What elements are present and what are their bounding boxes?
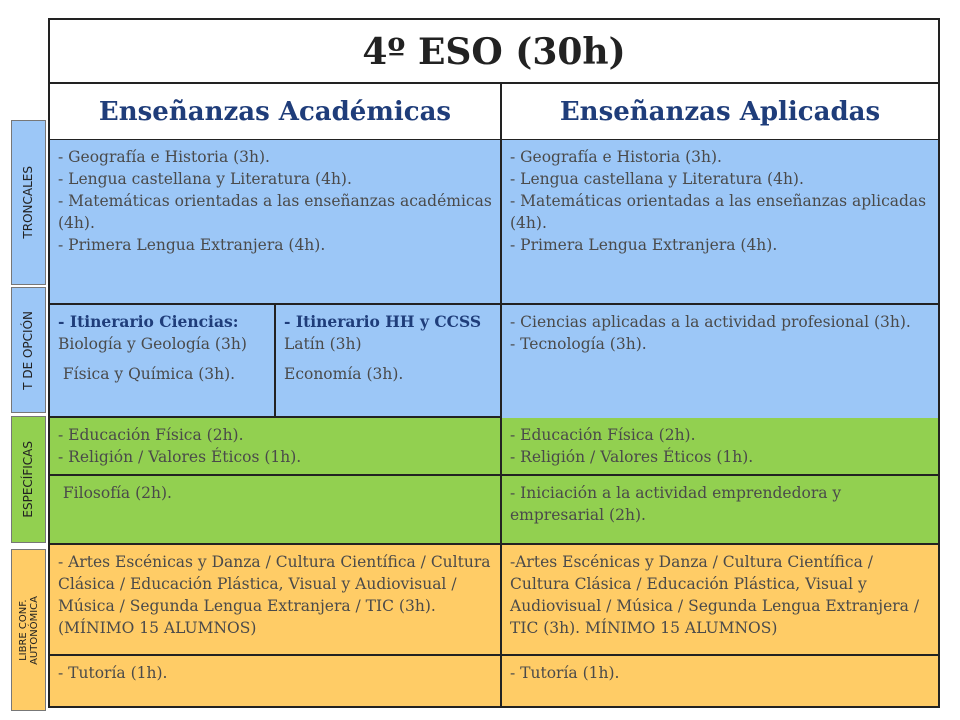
list-item: - Iniciación a la actividad emprendedora y empresarial (2h).: [510, 484, 842, 524]
row-divider: [50, 654, 938, 656]
table-title: 4º ESO (30h): [362, 30, 626, 73]
troncales-academicas-cell: [50, 140, 500, 303]
list-item: - Ciencias aplicadas a la actividad profesional (3h).: [510, 313, 911, 331]
especificas-aplicadas-extra-cell: [502, 476, 938, 543]
list-item: - Primera Lengua Extranjera (4h).: [510, 236, 778, 254]
list-item: Física y Química (3h).: [58, 365, 236, 383]
tutoria-academicas-cell: [50, 656, 500, 706]
list-item: - Religión / Valores Éticos (1h).: [58, 448, 302, 466]
row-divider: [50, 474, 938, 476]
side-label-especificas-text: ESPECÍFICAS: [21, 441, 35, 518]
side-label-troncales: [11, 120, 46, 285]
row-divider: [50, 82, 938, 84]
list-item: - Tutoría (1h).: [510, 664, 620, 682]
row-divider: [50, 543, 938, 545]
column-divider: [274, 305, 276, 416]
list-item: Filosofía (2h).: [58, 484, 172, 502]
itinerario-ciencias-heading: - Itinerario Ciencias:: [58, 312, 239, 331]
list-item: - Tutoría (1h).: [58, 664, 168, 682]
list-item: - Geografía e Historia (3h).: [510, 148, 722, 166]
column-header-academicas: Enseñanzas Académicas: [98, 96, 452, 127]
libre-academicas-cell: [50, 545, 500, 654]
side-label-especificas: [11, 416, 46, 543]
list-item: - Primera Lengua Extranjera (4h).: [58, 236, 326, 254]
row-divider: [50, 416, 500, 418]
list-item: - Geografía e Historia (3h).: [58, 148, 270, 166]
list-item: Economía (3h).: [284, 365, 404, 383]
especificas-academicas-cell: [50, 418, 500, 474]
opcion-aplicadas-cell: [502, 305, 938, 431]
list-item: Latín (3h): [284, 335, 362, 353]
side-label-troncales-text: TRONCALES: [21, 166, 35, 239]
especificas-academicas-extra-cell: [50, 476, 500, 543]
list-item: - Matemáticas orientadas a las enseñanzas aplicadas (4h).: [510, 192, 927, 232]
side-label-libre-line2: AUTONÓMICA: [28, 595, 40, 665]
list-item: - Educación Física (2h).: [510, 426, 696, 444]
tutoria-aplicadas-cell: [502, 656, 938, 706]
libre-aplicadas-cell: [502, 545, 938, 654]
side-label-libre-text: [18, 596, 40, 665]
itinerario-ciencias-cell: [50, 305, 274, 431]
row-divider: [50, 303, 938, 305]
list-item: - Tecnología (3h).: [510, 335, 647, 353]
list-item: - Lengua castellana y Literatura (4h).: [510, 170, 804, 188]
side-label-t-opcion: [11, 287, 46, 413]
troncales-aplicadas-cell: [502, 140, 938, 303]
list-item: - Artes Escénicas y Danza / Cultura Científica / Cultura Clásica / Educación Plástica, Visual y Audiovisual / Música / Segunda Lengua Extranjera / TIC (3h). (MÍNIMO 15 ALUMNOS): [58, 553, 491, 637]
list-item: - Matemáticas orientadas a las enseñanzas académicas (4h).: [58, 192, 492, 232]
side-label-libre-line1: LIBRE CONF.: [17, 599, 29, 661]
list-item: - Religión / Valores Éticos (1h).: [510, 448, 754, 466]
column-header-aplicadas: Enseñanzas Aplicadas: [559, 96, 881, 127]
list-item: -Artes Escénicas y Danza / Cultura Científica / Cultura Clásica / Educación Plástica, Visual y Audiovisual / Música / Segunda Lengua Extranjera / TIC (3h). MÍNIMO 15 ALUMNOS): [510, 553, 920, 637]
especificas-aplicadas-cell: [502, 418, 938, 474]
column-divider: [500, 83, 502, 706]
list-item: - Educación Física (2h).: [58, 426, 244, 444]
list-item: Biología y Geología (3h): [58, 335, 247, 353]
itinerario-hh-heading: - Itinerario HH y CCSS: [284, 312, 482, 331]
row-divider: [50, 139, 938, 140]
side-label-libre: [11, 549, 46, 711]
itinerario-hh-cell: [276, 305, 500, 431]
side-label-t-opcion-text: T DE OPCIÓN: [21, 310, 35, 390]
curriculum-table: [48, 18, 940, 708]
list-item: - Lengua castellana y Literatura (4h).: [58, 170, 352, 188]
